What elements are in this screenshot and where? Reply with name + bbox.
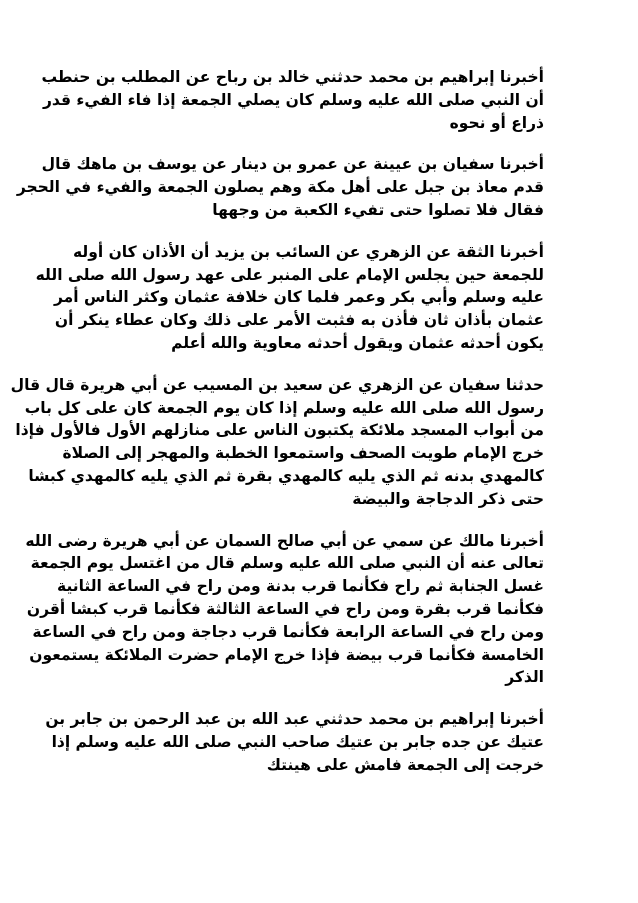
paragraph-6: [45, 708, 544, 776]
text-line: تعالى عنه أن النبي صلى الله عليه وسلم قال من اغتسل يوم الجمعة: [30, 554, 544, 573]
text-line: حدثنا سفيان عن الزهري عن سعيد بن المسيب عن أبي هريرة قال قال: [10, 375, 544, 394]
paragraph-4: [10, 374, 544, 511]
text-line: أخبرنا مالك عن سمي عن أبي صالح السمان عن أبي هريرة رضى الله: [25, 531, 544, 550]
text-line: قدم معاذ بن جبل على أهل مكة وهم يصلون الجمعة والفيء في الحجر: [16, 178, 544, 197]
text-line: أخبرنا إبراهيم بن محمد حدثني خالد بن رباح عن المطلب بن حنطب: [41, 68, 544, 86]
text-line: عثمان بأذان ثان فأذن به فثبت الأمر على ذلك وكان عطاء ينكر أن: [54, 311, 544, 330]
text-line: يكون أحدثه عثمان ويقول أحدثه معاوية والله أعلم: [171, 333, 544, 352]
text-line: كالمهدي بدنه ثم الذي يليه كالمهدي بقرة ثم الذي يليه كالمهدي كبشا: [28, 466, 544, 485]
text-line: من أبواب المسجد ملائكة يكتبون الناس على منازلهم الأول فالأول فإذا: [15, 421, 544, 440]
text-line: أخبرنا إبراهيم بن محمد حدثني عبد الله بن عبد الرحمن بن جابر بن: [45, 710, 544, 729]
text-line: خرجت إلى الجمعة فامش على هينتك: [266, 755, 544, 774]
text-line: أن النبي صلى الله عليه وسلم كان يصلي الجمعة إذا فاء الفيء قدر: [42, 90, 544, 109]
text-line: الخامسة فكأنما قرب بيضة فإذا خرج الإمام حضرت الملائكة يستمعون: [29, 645, 544, 664]
paragraph-1: [41, 66, 544, 134]
text-line: عليه وسلم وأبي بكر وعمر فلما كان خلافة عثمان وكثر الناس أمر: [54, 288, 544, 307]
text-line: رسول الله صلى الله عليه وسلم إذا كان يوم الجمعة كان على كل باب: [24, 398, 544, 417]
text-line: فقال فلا تصلوا حتى تفيء الكعبة من وجهها: [212, 200, 544, 219]
text-line: للجمعة حين يجلس الإمام على المنبر على عهد رسول الله صلى الله: [35, 265, 544, 284]
text-line: فكأنما قرب بقرة ومن راح في الساعة الثالثة فكأنما قرب كبشا أقرن: [26, 599, 544, 618]
text-line: الذكر: [505, 668, 544, 687]
paragraph-5: [25, 530, 544, 690]
paragraph-2: [16, 153, 544, 221]
text-line: غسل الجنابة ثم راح فكأنما قرب بدنة ومن راح في الساعة الثانية: [57, 577, 544, 596]
document-page: [10, 66, 544, 796]
text-line: عتيك عن جده جابر بن عتيك صاحب النبي صلى الله عليه وسلم إذا: [51, 732, 544, 751]
text-line: ومن راح في الساعة الرابعة فكأنما قرب دجاجة ومن راح في الساعة: [32, 622, 544, 641]
text-line: حتى ذكر الدجاجة والبيضة: [352, 489, 544, 508]
text-line: أخبرنا سفيان بن عيينة عن عمرو بن دينار عن يوسف بن ماهك قال: [41, 155, 544, 174]
text-line: أخبرنا الثقة عن الزهري عن السائب بن يزيد أن الأذان كان أوله: [73, 242, 544, 261]
paragraph-3: [35, 241, 544, 355]
text-line: خرج الإمام طويت الصحف واستمعوا الخطبة والمهجر إلى الصلاة: [62, 444, 544, 463]
text-line: ذراع أو نحوه: [449, 113, 544, 132]
